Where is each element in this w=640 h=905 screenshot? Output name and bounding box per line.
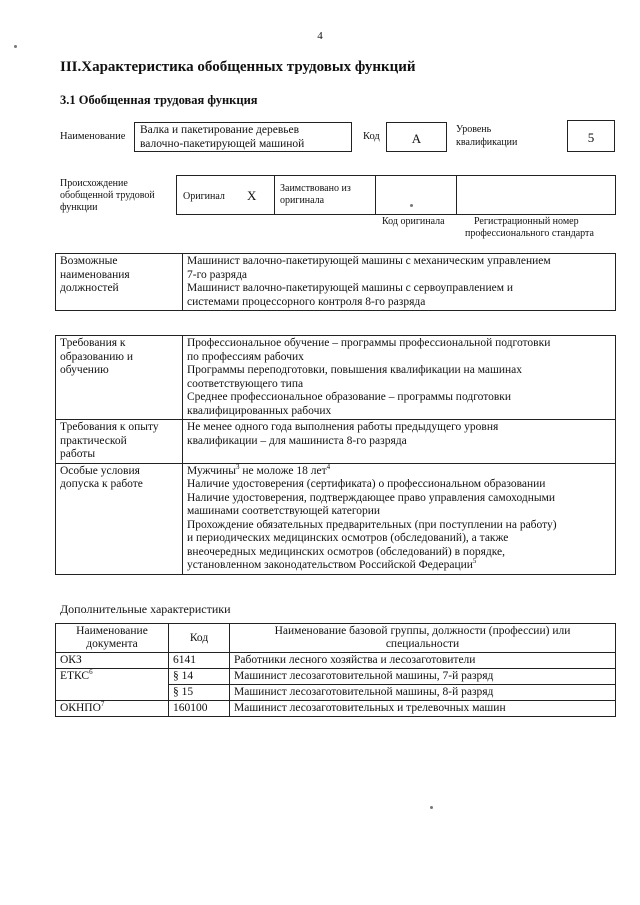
special-line1-a: Мужчины [187, 464, 237, 477]
code-value: А [411, 131, 422, 146]
name-cell: Машинист лесозаготовительной машины, 8-й разряд [230, 685, 616, 701]
special-line [187, 559, 611, 573]
education-label: обучению [60, 364, 109, 376]
code-cell: § 14 [169, 669, 230, 685]
additional-title: Дополнительные характеристики [60, 602, 231, 616]
section-heading: III.Характеристика обобщенных трудовых функций [60, 59, 416, 75]
special-line1-b: не моложе 18 лет [239, 464, 327, 477]
name-value-line2: валочно-пакетирующей машиной [140, 138, 305, 150]
experience-label: Требования к опыту [60, 421, 159, 433]
position-line: Машинист валочно-пакетирующей машины с механическим управлением [187, 255, 551, 267]
page-number: 4 [317, 30, 323, 42]
origin-original-label: Оригинал [183, 191, 225, 202]
experience-label: практической [60, 434, 127, 447]
code-label: Код [363, 131, 380, 142]
footnote-ref: 4 [326, 462, 331, 471]
positions-label-line1: Возможные [60, 255, 118, 267]
level-value-box [567, 120, 615, 152]
table-row [56, 669, 616, 685]
code-cell: 6141 [169, 653, 230, 669]
col2-header: Код [169, 624, 230, 653]
table-row [56, 653, 616, 669]
education-label: Требования к [60, 337, 126, 349]
experience-label: работы [60, 448, 96, 460]
special-line: внеочередных медицинских осмотров (обследований) в порядке, [187, 545, 506, 558]
original-code-caption: Код оригинала [382, 216, 445, 227]
special-last-line: установленном законодательством Российской Федерации [187, 559, 473, 571]
experience-line: Не менее одного года выполнения работы предыдущего уровня [187, 421, 499, 433]
special-line: Прохождение обязательных предварительных (при поступлении на работу) [187, 518, 557, 531]
origin-label-line3: функции [60, 202, 98, 213]
experience-line: квалификации – для машиниста 8-го разряда [187, 434, 407, 447]
scan-speck [430, 806, 433, 809]
col1-header-line2: документа [86, 638, 138, 650]
footnote-ref: 3 [236, 462, 240, 471]
position-line: 7-го разряда [187, 268, 248, 281]
special-label: допуска к работе [60, 478, 143, 490]
origin-original-mark: X [247, 188, 257, 203]
special-line [187, 462, 611, 479]
name-value-box [134, 122, 352, 152]
positions-label-line3: должностей [60, 282, 119, 294]
additional-table [55, 623, 616, 717]
positions-label-line2: наименования [60, 268, 130, 281]
name-cell: Работники лесного хозяйства и лесозаготовители [230, 653, 616, 669]
code-cell: 160100 [169, 701, 230, 717]
subsection-heading: 3.1 Обобщенная трудовая функция [60, 93, 258, 107]
education-line: соответствующего типа [187, 377, 304, 390]
special-label: Особые условия [60, 464, 140, 477]
col1-header-line1: Наименование [76, 625, 148, 637]
level-label-line1: Уровень [456, 124, 492, 135]
education-line: квалифицированных рабочих [187, 404, 332, 417]
origin-table [176, 175, 616, 215]
reg-number-caption-line2: профессионального стандарта [465, 228, 594, 239]
special-line: машинами соответствующей категории [187, 505, 381, 517]
level-value: 5 [587, 130, 595, 145]
positions-table [55, 253, 616, 311]
education-line: Профессиональное обучение – программы профессиональной подготовки [187, 337, 551, 349]
footnote-ref: 5 [472, 557, 477, 566]
education-line: по профессиям рабочих [187, 350, 304, 363]
special-line: и периодических медицинских осмотров (обследований), а также [187, 532, 509, 544]
origin-label-line1: Происхождение [60, 178, 128, 189]
origin-borrowed-line1: Заимствовано из [280, 183, 351, 194]
education-line: Среднее профессиональное образование – программы подготовки [187, 391, 512, 403]
name-value-line1: Валка и пакетирование деревьев [140, 124, 300, 136]
origin-label-line2: обобщенной трудовой [60, 190, 155, 201]
scan-speck [410, 204, 413, 207]
name-label: Наименование [60, 131, 126, 142]
name-cell: Машинист лесозаготовительных и трелевочных машин [230, 701, 616, 717]
origin-borrowed-line2: оригинала [280, 195, 325, 206]
position-line: Машинист валочно-пакетирующей машины с сервоуправлением и [187, 282, 514, 294]
special-line: Наличие удостоверения, подтверждающее право управления самоходными [187, 491, 556, 504]
name-cell: Машинист лесозаготовительной машины, 7-й разряд [230, 669, 616, 685]
col3-header-line1: Наименование базовой группы, должности (профессии) или [274, 625, 571, 637]
doc-cell: ОКЗ [56, 653, 169, 669]
table-row [56, 701, 616, 717]
position-line: системами процессорного контроля 8-го разряда [187, 295, 426, 308]
doc-cell: ЕТКС$^6$ [56, 669, 169, 701]
col3-header-line2: специальности [385, 638, 460, 650]
special-line: Наличие удостоверения (сертификата) о профессиональном образовании [187, 478, 546, 490]
code-cell: § 15 [169, 685, 230, 701]
education-line: Программы переподготовки, повышения квалификации на машинах [187, 364, 523, 376]
code-value-box [386, 122, 447, 152]
education-label: образованию и [60, 350, 133, 363]
doc-cell: ОКНПО$^7$ [56, 701, 169, 717]
scan-speck [14, 45, 17, 48]
requirements-table [55, 335, 616, 575]
level-label-line2: квалификации [456, 137, 518, 148]
reg-number-caption-line1: Регистрационный номер [474, 216, 579, 227]
